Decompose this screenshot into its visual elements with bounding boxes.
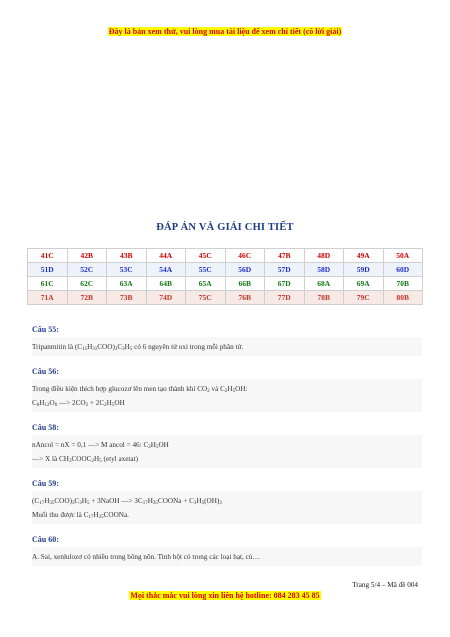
page-title: ĐÁP ÁN VÀ GIẢI CHI TIẾT	[156, 222, 294, 233]
answer-row	[28, 291, 423, 305]
solution-line: $C_6H_{12}O_6$ —> $2CO_2 + 2C_2H_5OH$	[32, 399, 125, 408]
question-heading: Câu 59:	[32, 479, 59, 488]
answer-cell: 75C	[186, 291, 226, 305]
answer-cell: 54A	[146, 263, 186, 277]
solution-line: Trong điều kiện thích hợp glucozơ lên men tạo thành khí $CO_2$ và $C_2H_5OH$:	[32, 385, 248, 394]
answer-row	[28, 263, 423, 277]
answer-cell: 63A	[107, 277, 147, 291]
answer-cell: 59D	[344, 263, 384, 277]
solutions-list	[32, 323, 422, 575]
answer-cell: 60D	[383, 263, 423, 277]
solution-line: nAncol = nX = 0,1 —> M ancol = 46: $C_2H_5OH$	[32, 441, 169, 450]
solution-line: Tripanmitin là $(C_{15}H_{31}COO)_3C_3H_5$ có 6 nguyên tử oxi trong mỗi phân tử.	[32, 343, 244, 352]
solution-body	[32, 379, 422, 412]
solution-section	[32, 365, 422, 412]
answer-cell: 57D	[265, 263, 305, 277]
answer-cell: 68A	[304, 277, 344, 291]
answer-cell: 71A	[28, 291, 68, 305]
solution-section	[32, 533, 422, 566]
answer-cell: 70B	[383, 277, 423, 291]
solution-line: $(C_{17}H_{35}COO)_3C_3H_5$ + 3NaOH —> $3C_{17}H_{35}COONa + C_3H_5(OH)_3$	[32, 497, 222, 506]
answer-cell: 58D	[304, 263, 344, 277]
preview-notice-text: Đây là bản xem thử, vui lòng mua tài liệu để xem chi tiết (có lời giải)	[108, 27, 342, 36]
answer-cell: 53C	[107, 263, 147, 277]
answer-cell: 65A	[186, 277, 226, 291]
answer-cell: 44A	[146, 249, 186, 263]
solution-body	[32, 337, 422, 356]
solution-section	[32, 323, 422, 356]
answer-cell: 55C	[186, 263, 226, 277]
solution-line: Muối thu được là $C_{17}H_{35}COONa$.	[32, 511, 129, 520]
answer-cell: 79C	[344, 291, 384, 305]
answer-cell: 56D	[225, 263, 265, 277]
solution-section	[32, 421, 422, 468]
hotline-text: Mọi thắc mắc vui lòng xin liên hệ hotline: 084 283 45 85	[130, 591, 320, 600]
answer-cell: 47B	[265, 249, 305, 263]
answer-cell: 42B	[67, 249, 107, 263]
answer-cell: 52C	[67, 263, 107, 277]
question-heading: Câu 60:	[32, 535, 59, 544]
answer-cell: 48D	[304, 249, 344, 263]
solution-body	[32, 435, 422, 468]
answer-cell: 45C	[186, 249, 226, 263]
answer-cell: 41C	[28, 249, 68, 263]
answer-cell: 73B	[107, 291, 147, 305]
answer-cell: 51D	[28, 263, 68, 277]
hotline-banner	[0, 591, 450, 600]
answer-row	[28, 277, 423, 291]
answer-cell: 61C	[28, 277, 68, 291]
solution-section	[32, 477, 422, 524]
answer-cell: 76B	[225, 291, 265, 305]
solution-line: —> X là $CH_3COOC_2H_5$ (etyl axetat)	[32, 455, 139, 464]
preview-notice-banner	[0, 27, 450, 37]
answer-cell: 74D	[146, 291, 186, 305]
answer-key-table	[27, 248, 423, 305]
answer-cell: 62C	[67, 277, 107, 291]
answer-cell: 43B	[107, 249, 147, 263]
page-number: Trang 5/4 – Mã đề 004	[352, 581, 418, 589]
answer-cell: 77D	[265, 291, 305, 305]
solution-body	[32, 491, 422, 524]
answer-cell: 49A	[344, 249, 384, 263]
answer-cell: 69A	[344, 277, 384, 291]
answer-cell: 50A	[383, 249, 423, 263]
answer-cell: 67D	[265, 277, 305, 291]
answer-cell: 78B	[304, 291, 344, 305]
solution-body	[32, 547, 422, 566]
answer-cell: 64B	[146, 277, 186, 291]
question-heading: Câu 58:	[32, 423, 59, 432]
question-heading: Câu 56:	[32, 367, 59, 376]
answer-cell: 46C	[225, 249, 265, 263]
answer-row	[28, 249, 423, 263]
answer-cell: 80B	[383, 291, 423, 305]
answer-cell: 66B	[225, 277, 265, 291]
solution-line: A. Sai, xenlulozơ có nhiều trong bông nõn. Tinh bột có trong các loại hạt, củ…	[32, 553, 260, 561]
answer-cell: 72B	[67, 291, 107, 305]
question-heading: Câu 55:	[32, 325, 59, 334]
